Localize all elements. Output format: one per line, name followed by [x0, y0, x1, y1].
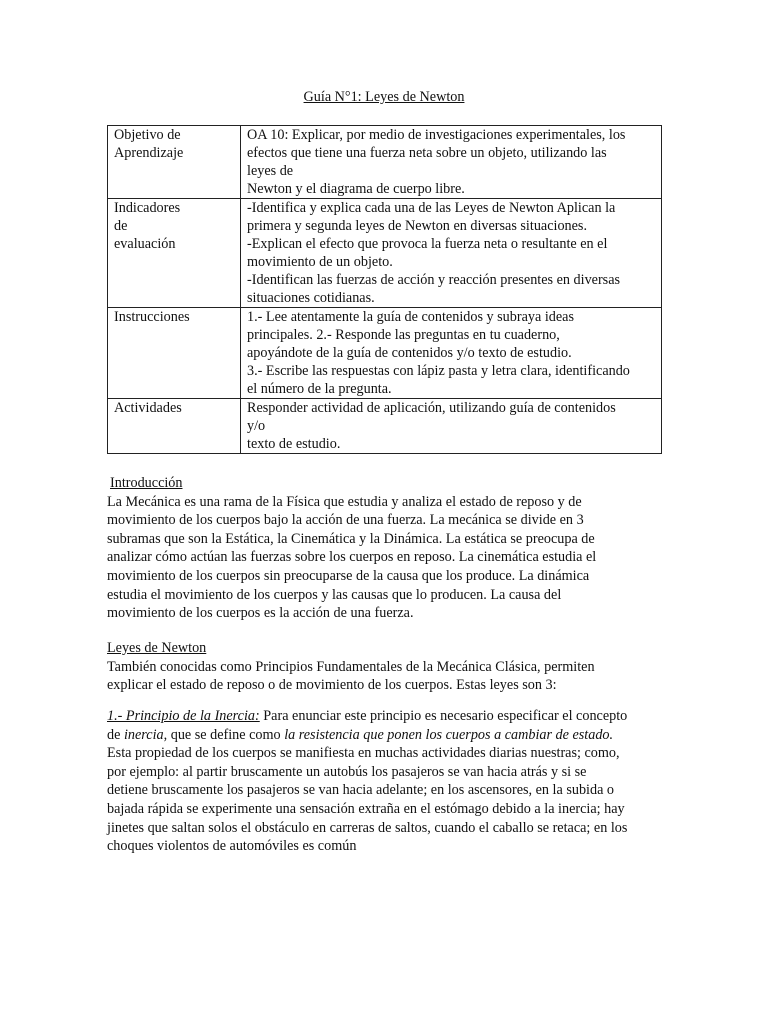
- content-line: principales. 2.- Responde las preguntas en tu cuaderno,: [247, 327, 560, 343]
- content-line: 3.- Escribe las respuestas con lápiz pasta y letra clara, identificando: [247, 363, 630, 379]
- paragraph-line: bajada rápida se experimente una sensación extraña en el estómago debido a la inercia; hay: [107, 800, 625, 817]
- table-row-indicadores: [108, 199, 662, 308]
- guide-info-table: [107, 125, 662, 454]
- label-line: Instrucciones: [114, 309, 190, 325]
- table-row-objetivo: [108, 126, 662, 199]
- content-line: efectos que tiene una fuerza neta sobre un objeto, utilizando las: [247, 145, 607, 161]
- paragraph-line: detiene bruscamente los pasajeros se van hacia adelante; en los ascensores, en la subida o: [107, 782, 615, 799]
- introduccion-heading: Introducción: [110, 475, 183, 491]
- content-line: -Identifican las fuerzas de acción y reacción presentes en diversas: [247, 272, 621, 288]
- row-label-instrucciones: [108, 308, 241, 399]
- table-row-instrucciones: [108, 308, 662, 399]
- paragraph-text: , que se define como: [163, 726, 285, 743]
- table-row-actividades: [108, 399, 662, 454]
- inercia-term: inercia: [123, 726, 164, 743]
- introduccion-section: [107, 474, 667, 623]
- content-line: y/o: [247, 418, 266, 434]
- content-line: el número de la pregunta.: [247, 381, 392, 397]
- content-line: Newton y el diagrama de cuerpo libre.: [247, 181, 465, 197]
- paragraph-line: jinetes que saltan solos el obstáculo en carreras de saltos, cuando el caballo se retaca; en los: [107, 819, 628, 836]
- content-line: -Explican el efecto que provoca la fuerza neta o resultante en el: [247, 236, 608, 252]
- paragraph-line: movimiento de los cuerpos bajo la acción de una fuerza. La mecánica se divide en 3: [107, 512, 584, 529]
- row-label-actividades: [108, 399, 241, 454]
- content-line: texto de estudio.: [247, 436, 341, 452]
- paragraph-line: movimiento de los cuerpos sin preocuparse de la causa que los produce. La dinámica: [107, 567, 590, 584]
- paragraph-line: estudia el movimiento de los cuerpos y las causas que lo producen. La causa del: [107, 586, 562, 603]
- page-title: Guía N°1: Leyes de Newton: [303, 89, 465, 105]
- inercia-heading: 1.- Principio de la Inercia:: [107, 708, 260, 724]
- content-line: -Identifica y explica cada una de las Leyes de Newton Aplican la: [247, 200, 616, 216]
- label-line: de: [114, 218, 128, 234]
- paragraph-text: de: [107, 726, 124, 743]
- content-line: situaciones cotidianas.: [247, 290, 375, 306]
- row-content-objetivo: [241, 126, 662, 199]
- label-line: Aprendizaje: [114, 145, 184, 161]
- leyes-section: [107, 639, 667, 695]
- paragraph-line: por ejemplo: al partir bruscamente un autobús los pasajeros se van hacia atrás y si se: [107, 763, 587, 780]
- label-line: Objetivo de: [114, 127, 181, 143]
- paragraph-line: choques violentos de automóviles es común: [107, 838, 357, 855]
- label-line: Indicadores: [114, 200, 181, 216]
- paragraph-line: movimiento de los cuerpos es la acción de una fuerza.: [107, 605, 414, 622]
- paragraph-line: También conocidas como Principios Fundamentales de la Mecánica Clásica, permiten: [107, 658, 595, 675]
- row-label-objetivo: [108, 126, 241, 199]
- content-line: movimiento de un objeto.: [247, 254, 393, 270]
- leyes-heading: Leyes de Newton: [107, 640, 207, 656]
- row-content-indicadores: [241, 199, 662, 308]
- content-line: OA 10: Explicar, por medio de investigaciones experimentales, los: [247, 127, 626, 143]
- content-line: primera y segunda leyes de Newton en diversas situaciones.: [247, 218, 588, 234]
- content-line: Responder actividad de aplicación, utilizando guía de contenidos: [247, 400, 616, 416]
- row-content-instrucciones: [241, 308, 662, 399]
- paragraph-text: Para enunciar este principio es necesario especificar el concepto: [259, 708, 628, 724]
- inercia-definition: la resistencia que ponen los cuerpos a cambiar de estado.: [284, 726, 614, 743]
- label-line: Actividades: [114, 400, 182, 416]
- label-line: evaluación: [114, 236, 176, 252]
- content-line: apoyándote de la guía de contenidos y/o texto de estudio.: [247, 345, 572, 361]
- row-content-actividades: [241, 399, 662, 454]
- paragraph-line: analizar cómo actúan las fuerzas sobre los cuerpos en reposo. La cinemática estudia el: [107, 549, 597, 566]
- paragraph-line: explicar el estado de reposo o de movimiento de los cuerpos. Estas leyes son 3:: [107, 677, 557, 694]
- row-label-indicadores: [108, 199, 241, 308]
- content-line: leyes de: [247, 163, 294, 179]
- paragraph-line: subramas que son la Estática, la Cinemática y la Dinámica. La estática se preocupa de: [107, 530, 595, 547]
- paragraph-line: Esta propiedad de los cuerpos se manifiesta en muchas actividades diarias nuestras; como,: [107, 745, 620, 762]
- content-line: 1.- Lee atentamente la guía de contenidos y subraya ideas: [247, 309, 574, 325]
- inercia-section: [107, 707, 667, 856]
- paragraph-line: La Mecánica es una rama de la Física que estudia y analiza el estado de reposo y de: [107, 493, 582, 510]
